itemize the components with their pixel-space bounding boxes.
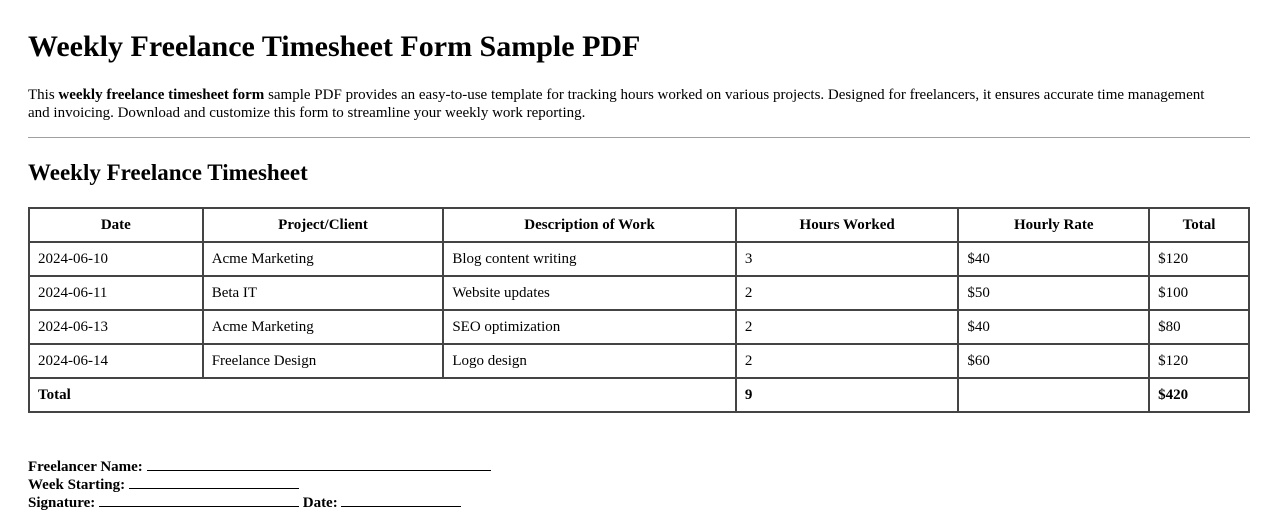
cell-description: Logo design bbox=[443, 344, 735, 378]
header-date: Date bbox=[29, 208, 203, 242]
header-description: Description of Work bbox=[443, 208, 735, 242]
cell-description: SEO optimization bbox=[443, 310, 735, 344]
table-row bbox=[29, 310, 1249, 344]
signature-block bbox=[28, 458, 491, 512]
cell-date: 2024-06-14 bbox=[29, 344, 203, 378]
table-header-row bbox=[29, 208, 1249, 242]
page-title: Weekly Freelance Timesheet Form Sample PDF bbox=[28, 30, 641, 63]
intro-paragraph bbox=[28, 86, 1228, 122]
header-hourly-rate: Hourly Rate bbox=[958, 208, 1149, 242]
cell-date: 2024-06-10 bbox=[29, 242, 203, 276]
cell-project: Acme Marketing bbox=[203, 310, 444, 344]
week-starting-field[interactable] bbox=[129, 476, 299, 489]
cell-date: 2024-06-13 bbox=[29, 310, 203, 344]
intro-bold: weekly freelance timesheet form bbox=[58, 87, 265, 103]
cell-hours: 2 bbox=[736, 344, 959, 378]
total-row bbox=[29, 378, 1249, 412]
table-row bbox=[29, 344, 1249, 378]
total-amount: $420 bbox=[1149, 378, 1249, 412]
cell-total: $120 bbox=[1149, 344, 1249, 378]
intro-suffix: sample PDF provides an easy-to-use template for tracking hours worked on various projects. Designed for freelancers, it ensures accurate time management and invoicing. Download and customize this form to streamline your weekly work reporting. bbox=[28, 87, 1205, 121]
total-label: Total bbox=[29, 378, 736, 412]
week-starting-label: Week Starting: bbox=[28, 477, 126, 493]
cell-project: Beta IT bbox=[203, 276, 444, 310]
cell-description: Website updates bbox=[443, 276, 735, 310]
section-title: Weekly Freelance Timesheet bbox=[28, 160, 308, 185]
cell-hours: 2 bbox=[736, 310, 959, 344]
cell-hours: 3 bbox=[736, 242, 959, 276]
freelancer-name-label: Freelancer Name: bbox=[28, 459, 143, 475]
week-starting-line bbox=[28, 476, 491, 494]
cell-project: Acme Marketing bbox=[203, 242, 444, 276]
cell-rate: $50 bbox=[958, 276, 1149, 310]
cell-rate: $40 bbox=[958, 310, 1149, 344]
header-project-client: Project/Client bbox=[203, 208, 444, 242]
cell-hours: 2 bbox=[736, 276, 959, 310]
divider bbox=[28, 137, 1250, 138]
cell-total: $120 bbox=[1149, 242, 1249, 276]
cell-rate: $60 bbox=[958, 344, 1149, 378]
cell-total: $80 bbox=[1149, 310, 1249, 344]
cell-date: 2024-06-11 bbox=[29, 276, 203, 310]
intro-prefix: This bbox=[28, 87, 59, 103]
signature-label: Signature: bbox=[28, 495, 96, 511]
total-hours: 9 bbox=[736, 378, 959, 412]
freelancer-name-field[interactable] bbox=[147, 458, 491, 471]
date-label: Date: bbox=[302, 495, 338, 511]
header-hours-worked: Hours Worked bbox=[736, 208, 959, 242]
signature-line bbox=[28, 494, 491, 512]
table-row bbox=[29, 242, 1249, 276]
cell-project: Freelance Design bbox=[203, 344, 444, 378]
header-total: Total bbox=[1149, 208, 1249, 242]
total-rate bbox=[958, 378, 1149, 412]
cell-rate: $40 bbox=[958, 242, 1149, 276]
freelancer-name-line bbox=[28, 458, 491, 476]
cell-total: $100 bbox=[1149, 276, 1249, 310]
timesheet-table bbox=[28, 207, 1250, 413]
cell-description: Blog content writing bbox=[443, 242, 735, 276]
table-row bbox=[29, 276, 1249, 310]
